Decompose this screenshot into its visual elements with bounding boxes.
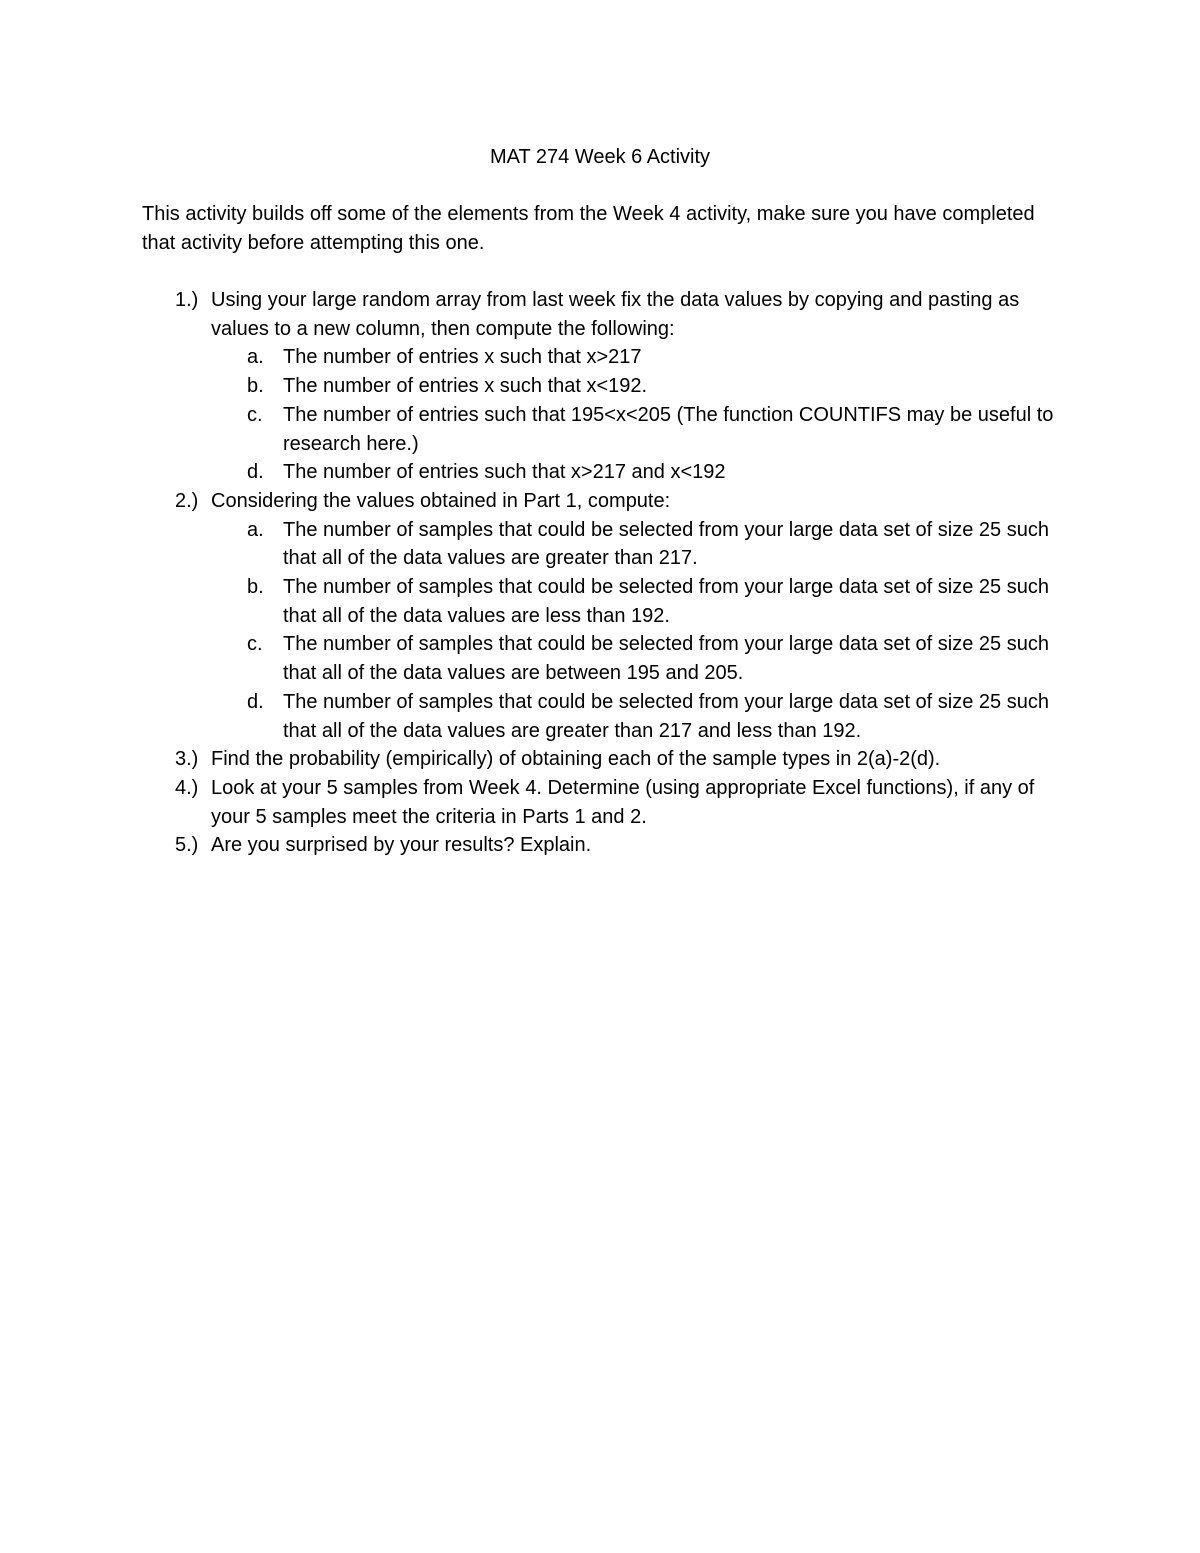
question-5 [0, 831, 1071, 860]
sub-question-text: The number of entries such that 195<x<205 (The function COUNTIFS may be useful to research here.) [283, 403, 1054, 455]
sub-question-letter: c. [247, 633, 263, 656]
sub-question-1d [247, 458, 1063, 487]
sub-question-letter: c. [247, 403, 263, 426]
question-text: Look at your 5 samples from Week 4. Determine (using appropriate Excel functions), if any of your 5 samples meet the criteria in Parts 1 and 2. [211, 776, 1035, 828]
sub-question-1b [247, 372, 1063, 401]
question-4 [0, 774, 1071, 831]
question-number: 1.) [175, 289, 199, 311]
question-text: Considering the values obtained in Part 1, compute: [211, 489, 671, 512]
sub-question-2d [247, 688, 1063, 745]
sub-question-text: The number of entries such that x>217 and x<192 [283, 461, 726, 484]
sub-question-letter: b. [247, 375, 264, 398]
question-number: 2.) [175, 489, 199, 512]
sub-question-list [211, 516, 1071, 746]
sub-question-1c [247, 401, 1063, 458]
question-text: Find the probability (empirically) of obtaining each of the sample types in 2(a)-2(d). [211, 748, 941, 771]
sub-question-1a [247, 343, 1063, 372]
question-2 [0, 487, 1071, 745]
sub-question-2c [247, 630, 1063, 687]
sub-question-list [211, 343, 1071, 487]
question-3 [0, 745, 1071, 774]
sub-question-letter: d. [247, 461, 264, 484]
sub-question-letter: b. [247, 576, 264, 599]
question-text: Using your large random array from last week fix the data values by copying and pasting as values to a new column, then compute the following: [211, 289, 1020, 340]
sub-question-letter: d. [247, 690, 264, 713]
question-1 [0, 286, 1071, 487]
sub-question-text: The number of samples that could be selected from your large data set of size 25 such that all of the data values are less than 192. [283, 576, 1049, 627]
sub-question-text: The number of entries x such that x<192. [283, 375, 648, 398]
document-title: MAT 274 Week 6 Activity [489, 146, 711, 168]
sub-question-2a [247, 516, 1063, 573]
question-number: 4.) [175, 776, 199, 799]
question-number: 3.) [175, 748, 199, 771]
sub-question-text: The number of samples that could be selected from your large data set of size 25 such that all of the data values are between 195 and 205. [283, 633, 1049, 685]
question-list [0, 286, 1200, 860]
sub-question-text: The number of samples that could be selected from your large data set of size 25 such that all of the data values are greater than 217. [283, 518, 1049, 570]
sub-question-letter: a. [247, 346, 264, 369]
sub-question-2b [247, 573, 1063, 630]
question-number: 5.) [175, 834, 199, 857]
question-text: Are you surprised by your results? Explain. [211, 834, 592, 857]
sub-question-text: The number of samples that could be selected from your large data set of size 25 such that all of the data values are greater than 217 and less than 192. [283, 690, 1049, 742]
sub-question-text: The number of entries x such that x>217 [283, 346, 642, 369]
intro-paragraph: This activity builds off some of the elements from the Week 4 activity, make sure you have completed that activity before attempting this one. [142, 203, 1035, 254]
sub-question-letter: a. [247, 518, 264, 541]
